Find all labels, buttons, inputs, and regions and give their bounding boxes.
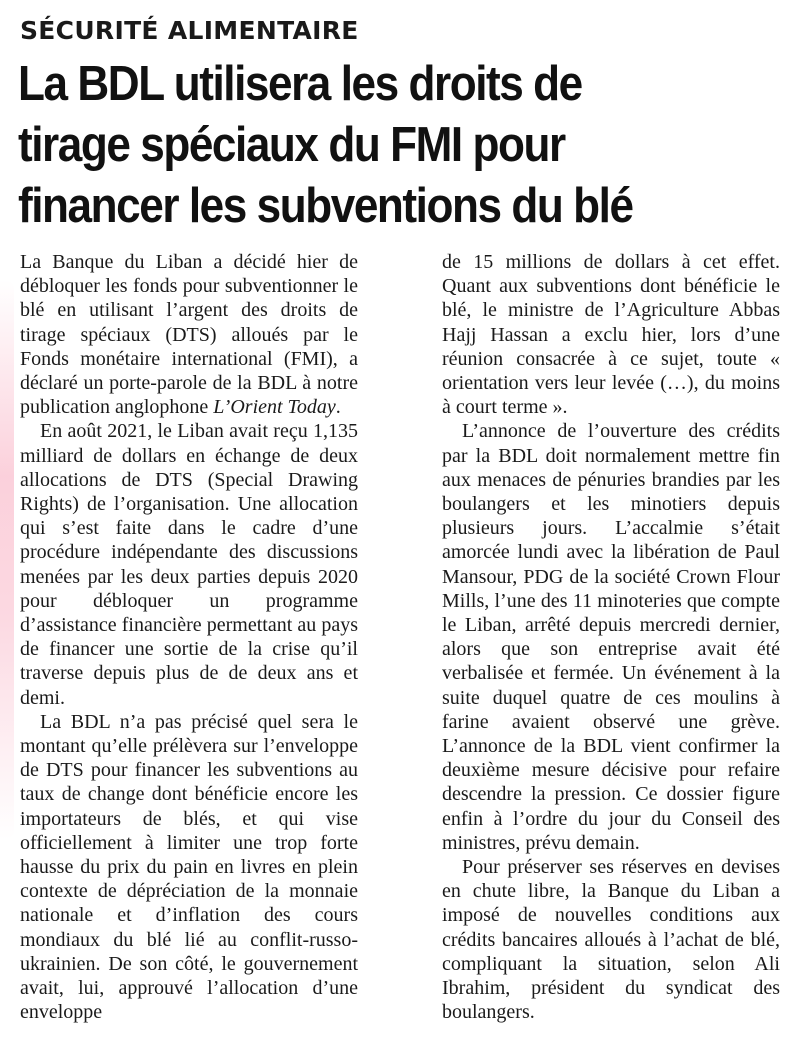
headline-line: financer les subventions du blé [18,179,633,233]
body-paragraph: Pour préserver ses réserves en devises en chute libre, la Banque du Liban a imposé de nouvelles conditions aux crédits bancaires alloués à l’achat de blé, compliquant la situation, selon Ali Ibrahim, président du syndicat des boulangers. [442,856,780,1024]
paragraph-text: . [335,396,341,419]
paragraph-text: La Banque du Liban a décidé hier de débloquer les fonds pour subventionner le blé en utilisant l’argent des droits de tirage spéciaux (DTS) alloués par le Fonds monétaire international (FMI), a déclaré un porte-parole de la BDL à notre publication anglophone [20,251,358,419]
publication-name: L’Orient Today [213,396,336,419]
headline-line: tirage spéciaux du FMI pour [18,118,565,172]
highlighter-mark [0,280,14,840]
body-paragraph: de 15 millions de dollars à cet effet. Quant aux subventions dont bénéficie le blé, le ministre de l’Agriculture Abbas Hajj Hassan a exclu hier, lors d’une réunion consacrée à ce sujet, toute « orientation vers leur levée (…), du moins à court terme ». [442,251,780,419]
body-paragraph: La BDL n’a pas précisé quel sera le montant qu’elle prélèvera sur l’enveloppe de DTS pour financer les subventions au taux de change dont bénéficie encore les importateurs de blés, et qui vise officiellement à limiter une trop forte hausse du prix du pain en livres en plein contexte de dépréciation de la monnaie nationale et d’inflation des cours mondiaux du blé lié au conflit-russo-ukrainien. De son côté, le gouvernement avait, lui, approuvé l’allocation d’une enveloppe [20,710,358,1024]
article-body [20,250,780,1025]
body-paragraph: L’annonce de l’ouverture des crédits par la BDL doit normalement mettre fin aux menaces de pénuries brandies par les boulangers et les minotiers depuis plusieurs jours. L’accalmie s’était amorcée lundi avec la libération de Paul Mansour, PDG de la société Crown Flour Mills, l’une des 11 minoteries que compte le Liban, arrêté depuis mercredi dernier, alors que son entreprise avait été verbalisée et fermée. Un événement à la suite duquel quatre de ces moulins à farine avaient observé une grève. L’annonce de la BDL vient confirmer la deuxième mesure décisive pour refaire descendre la pression. Ce dossier figure enfin à l’ordre du jour du Conseil des ministres, prévu demain. [442,420,780,854]
body-column-right [442,250,780,1025]
headline-line: La BDL utilisera les droits de [18,57,582,111]
article-headline [18,54,702,237]
body-paragraph: En août 2021, le Liban avait reçu 1,135 milliard de dollars en échange de deux allocations de DTS (Special Drawing Rights) de l’organisation. Une allocation qui s’est faite dans le cadre d’une procédure indépendante des discussions menées par les deux parties depuis 2020 pour débloquer un programme d’assistance financière permettant au pays de financer une sortie de la crise qu’il traverse depuis plus de de deux ans et demi. [20,420,358,709]
section-kicker: SÉCURITÉ ALIMENTAIRE [20,16,359,45]
body-column-left [20,250,358,1025]
body-paragraph [20,250,358,419]
